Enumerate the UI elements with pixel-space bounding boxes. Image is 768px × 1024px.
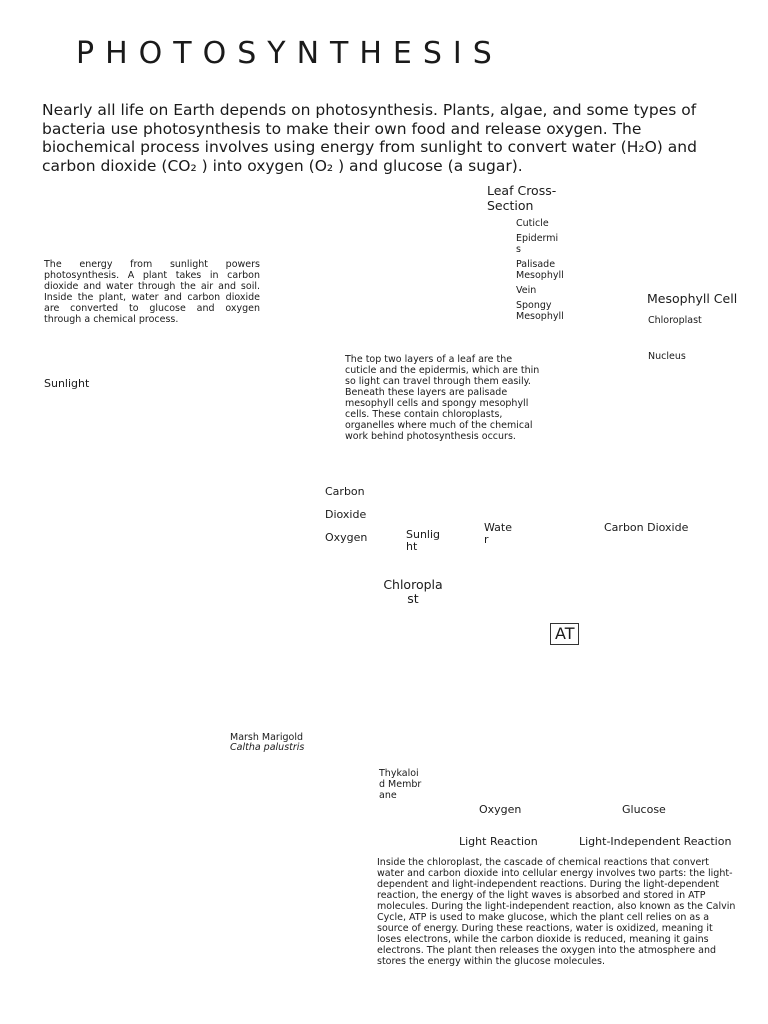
mesophyll-chloroplast-label: Chloroplast [648,315,702,326]
carbon-label: Carbon [325,485,365,498]
carbon-dioxide-right-label: Carbon Dioxide [604,521,689,534]
intro-paragraph: Nearly all life on Earth depends on photosynthesis. Plants, algae, and some types of bacteria use photosynthesis to make their own food and release oxygen. The biochemical process involves using energy from sunlight to convert water (H₂O) and carbon dioxide (CO₂ ) into oxygen (O₂ ) and glucose (a sugar). [42,101,697,175]
chloroplast-paragraph: Inside the chloroplast, the cascade of chemical reactions that convert water and carbon dioxide into cellular energy involves two parts: the light-dependent and light-independent reactions. During the light-dependent reaction, the energy of the light waves is absorbed and stored in ATP molecules. During the light-independent reaction, also known as the Calvin Cycle, ATP is used to make glucose, which the plant cell relies on as a source of energy. During these reactions, water is oxidized, meaning it loses electrons, while the carbon dioxide is reduced, meaning it gains electrons. The plant then releases the oxygen into the atmosphere and stores the energy within the glucose molecules. [377,857,736,967]
sunlight-mid-label: Sunlight [406,528,441,553]
leaf-layers-paragraph: The top two layers of a leaf are the cuticle and the epidermis, which are thin so light can travel through them easily. Beneath these layers are palisade mesophyll cells and spongy mesophyll cells. These contain chloroplasts, organelles where much of the chemical work behind photosynthesis occurs. [345,354,540,442]
mesophyll-cell-heading: Mesophyll Cell [647,291,738,306]
atp-box: AT [550,623,579,645]
sunlight-paragraph: The energy from sunlight powers photosynthesis. A plant takes in carbon dioxide and water through the air and soil. Inside the plant, water and carbon dioxide are converted to glucose and oxygen through a chemical process. [44,259,260,325]
light-independent-reaction-label: Light-Independent Reaction [579,835,732,848]
water-label: Water [484,521,512,546]
leaf-cross-section-heading: Leaf Cross-Section [487,183,557,213]
chloroplast-label: Chloroplast [383,577,443,606]
leaf-layer-palisade: Palisade Mesophyll [516,259,564,281]
sunlight-label: Sunlight [44,377,90,390]
caltha-palustris-label: Caltha palustris [230,742,305,753]
marsh-marigold-label: Marsh Marigold [230,732,303,743]
mesophyll-nucleus-label: Nucleus [648,351,686,362]
glucose-label: Glucose [622,803,666,816]
leaf-layers-list [516,218,564,322]
page-title: PHOTOSYNTHESIS [76,36,503,71]
leaf-layer-cuticle: Cuticle [516,218,549,229]
leaf-layer-vein: Vein [516,285,537,296]
leaf-layer-spongy: Spongy Mesophyll [516,300,564,322]
thylakoid-membrane-label: Thykaloid Membrane [379,768,422,801]
oxygen-bottom-label: Oxygen [479,803,522,816]
light-reaction-label: Light Reaction [459,835,538,848]
dioxide-label: Dioxide [325,508,367,521]
oxygen-left-label: Oxygen [325,531,368,544]
leaf-layer-epidermis: Epidermis [516,233,559,255]
